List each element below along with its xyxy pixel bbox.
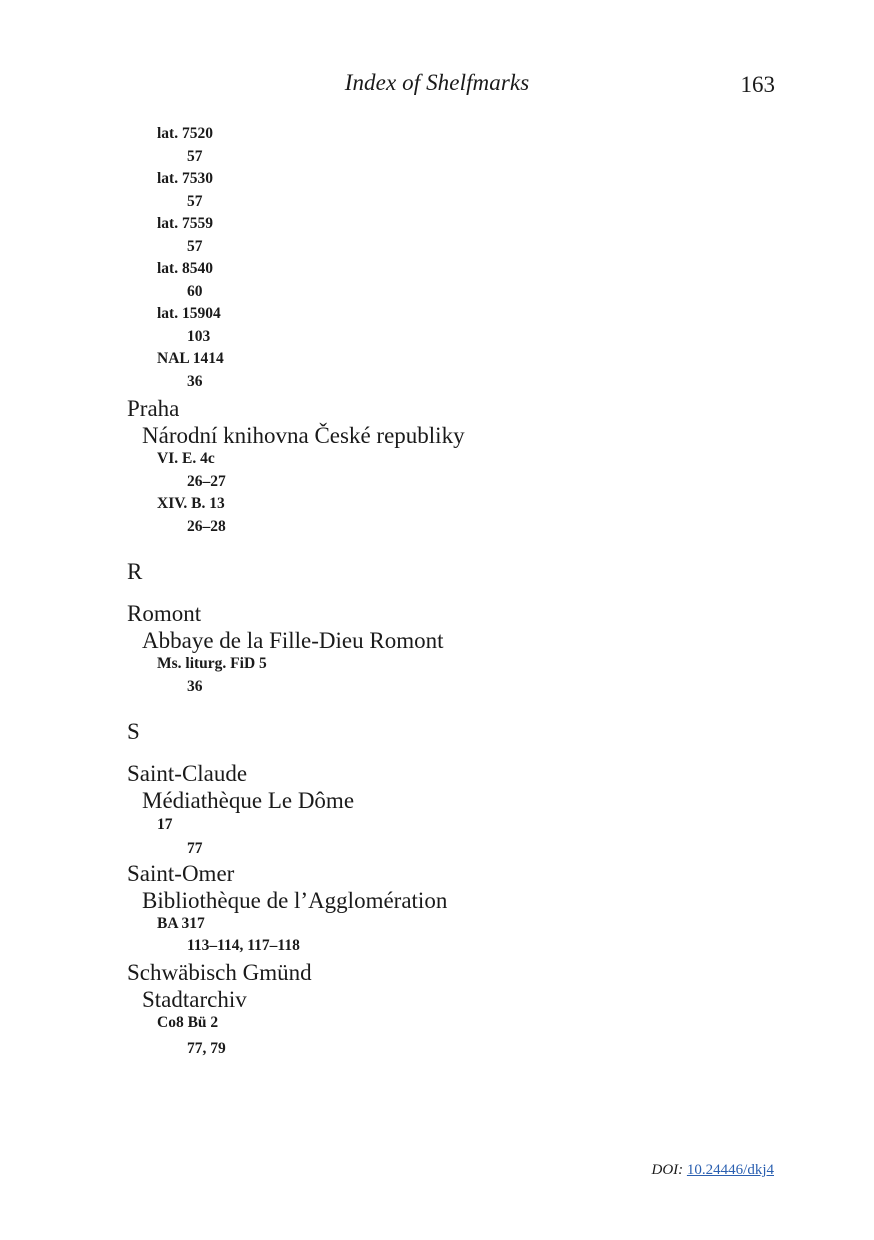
institution-heading: Národní knihovna České republiky [142,423,465,448]
institution-heading: Bibliothèque de l’Agglomération [142,888,448,913]
city-heading: Praha [127,396,180,421]
page-reference: 36 [187,373,203,390]
section-letter-r: R [127,559,143,584]
shelfmark-entry: BA 317 [157,915,205,932]
doi-footer [652,1162,775,1179]
institution-heading: Stadtarchiv [142,987,247,1012]
page-reference: 77, 79 [187,1040,226,1057]
institution-heading: Abbaye de la Fille-Dieu Romont [142,628,444,653]
doi-link[interactable]: 10.24446/dkj4 [686,1162,774,1178]
shelfmark-entry: NAL 1414 [157,350,224,367]
doi-label: DOI: [651,1162,684,1178]
page-reference: 57 [187,148,203,165]
shelfmark-entry: XIV. B. 13 [157,495,225,512]
shelfmark-entry: lat. 7530 [157,170,213,187]
running-head [0,70,874,102]
city-heading: Saint-Claude [127,761,248,786]
page-reference: 57 [187,193,203,210]
shelfmark-entry: lat. 7559 [157,215,213,232]
page-number: 163 [740,72,775,97]
shelfmark-entry: lat. 7520 [157,125,213,142]
page-reference: 77 [187,840,203,857]
shelfmark-entry: Co8 Bü 2 [157,1014,219,1031]
running-title: Index of Shelfmarks [344,70,530,95]
shelfmark-entry: lat. 8540 [157,260,213,277]
shelfmark-entry: 17 [157,816,173,833]
page-reference: 57 [187,238,203,255]
city-heading: Romont [127,601,202,626]
section-letter-s: S [127,719,140,744]
page-reference: 60 [187,283,203,300]
city-heading: Saint-Omer [127,861,235,886]
shelfmark-entry: VI. E. 4c [157,450,215,467]
page-reference: 26–28 [187,518,226,535]
shelfmark-entry: Ms. liturg. FiD 5 [157,655,267,672]
page-reference: 26–27 [187,473,226,490]
shelfmark-entry: lat. 15904 [157,305,221,322]
page-reference: 113–114, 117–118 [187,937,300,954]
institution-heading: Médiathèque Le Dôme [142,788,355,813]
city-heading: Schwäbisch Gmünd [127,960,312,985]
page-reference: 103 [187,328,211,345]
page-reference: 36 [187,678,203,695]
